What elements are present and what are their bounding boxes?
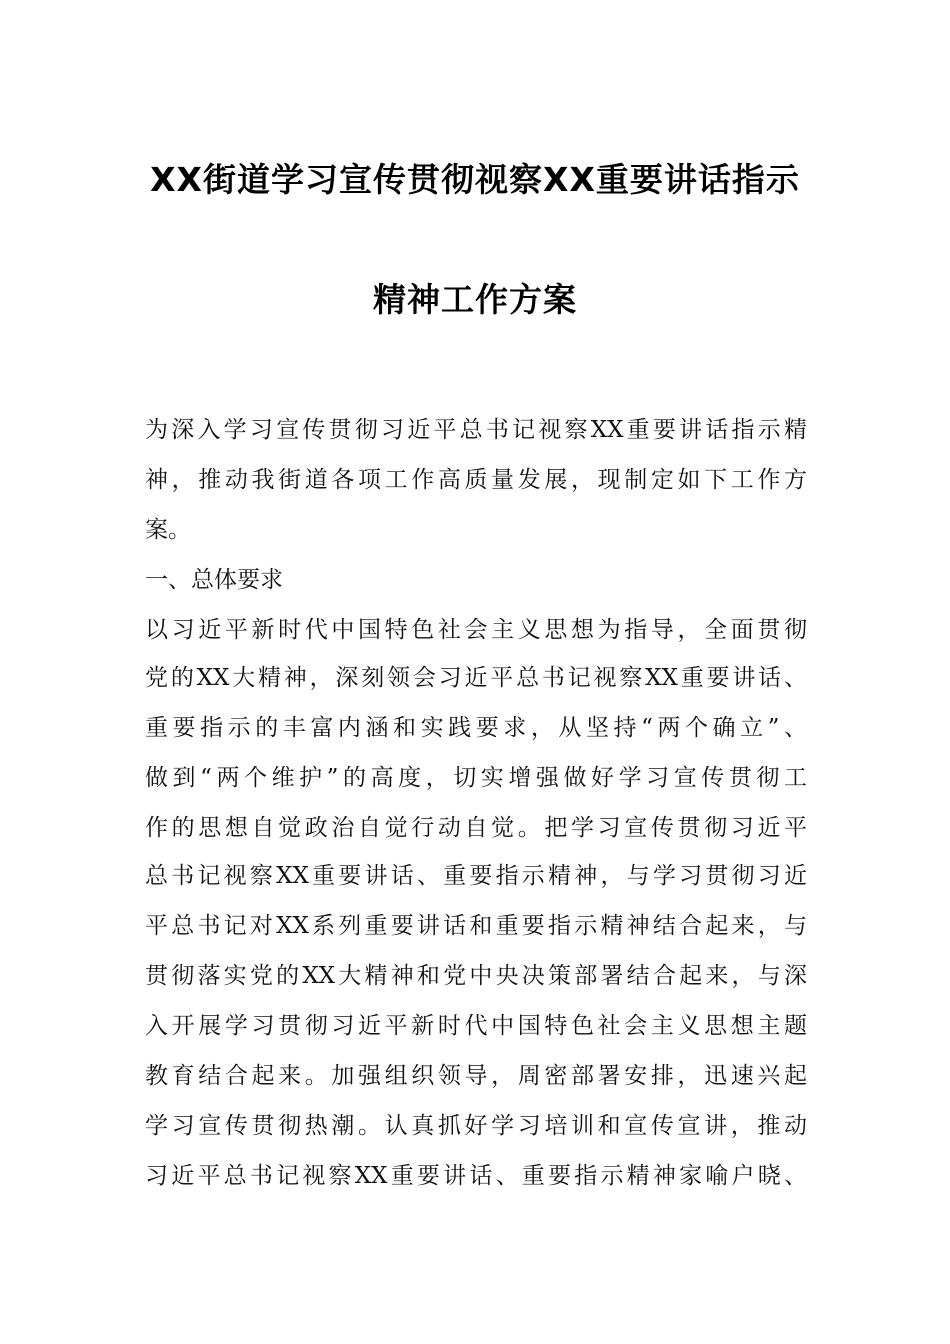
paragraph-line: 重要指示的丰富内涵和实践要求，从坚持“两个确立”、 <box>145 715 807 741</box>
paragraph-line: 党的XX大精神，深刻领会习近平总书记视察XX重要讲话、 <box>145 665 807 691</box>
paragraph-line: 做到“两个维护”的高度，切实增强做好学习宣传贯彻工 <box>145 765 807 791</box>
paragraph-line: 学习宣传贯彻热潮。认真抓好学习培训和宣传宣讲，推动 <box>145 1113 807 1139</box>
document-title-line-2: 精神工作方案 <box>373 280 577 319</box>
paragraph-line: 教育结合起来。加强组织领导，周密部署安排，迅速兴起 <box>145 1063 807 1089</box>
paragraph-line: 案。 <box>145 517 191 543</box>
paragraph-line: 平总书记对XX系列重要讲话和重要指示精神结合起来，与 <box>145 913 807 939</box>
paragraph-line: 习近平总书记视察XX重要讲话、重要指示精神家喻户晓、 <box>145 1163 807 1189</box>
paragraph-line: 以习近平新时代中国特色社会主义思想为指导，全面贯彻 <box>145 617 807 643</box>
document-title-line-1: XX街道学习宣传贯彻视察XX重要讲话指示 <box>150 160 800 199</box>
paragraph-line: 作的思想自觉政治自觉行动自觉。把学习宣传贯彻习近平 <box>145 815 807 841</box>
paragraph-line: 入开展学习贯彻习近平新时代中国特色社会主义思想主题 <box>145 1013 807 1039</box>
paragraph-line: 为深入学习宣传贯彻习近平总书记视察XX重要讲话指示精 <box>145 417 807 443</box>
paragraph-line: 神，推动我街道各项工作高质量发展，现制定如下工作方 <box>145 467 807 493</box>
paragraph-line: 总书记视察XX重要讲话、重要指示精神，与学习贯彻习近 <box>145 863 807 889</box>
section-heading: 一、总体要求 <box>145 567 283 593</box>
paragraph-line: 贯彻落实党的XX大精神和党中央决策部署结合起来，与深 <box>145 963 807 989</box>
